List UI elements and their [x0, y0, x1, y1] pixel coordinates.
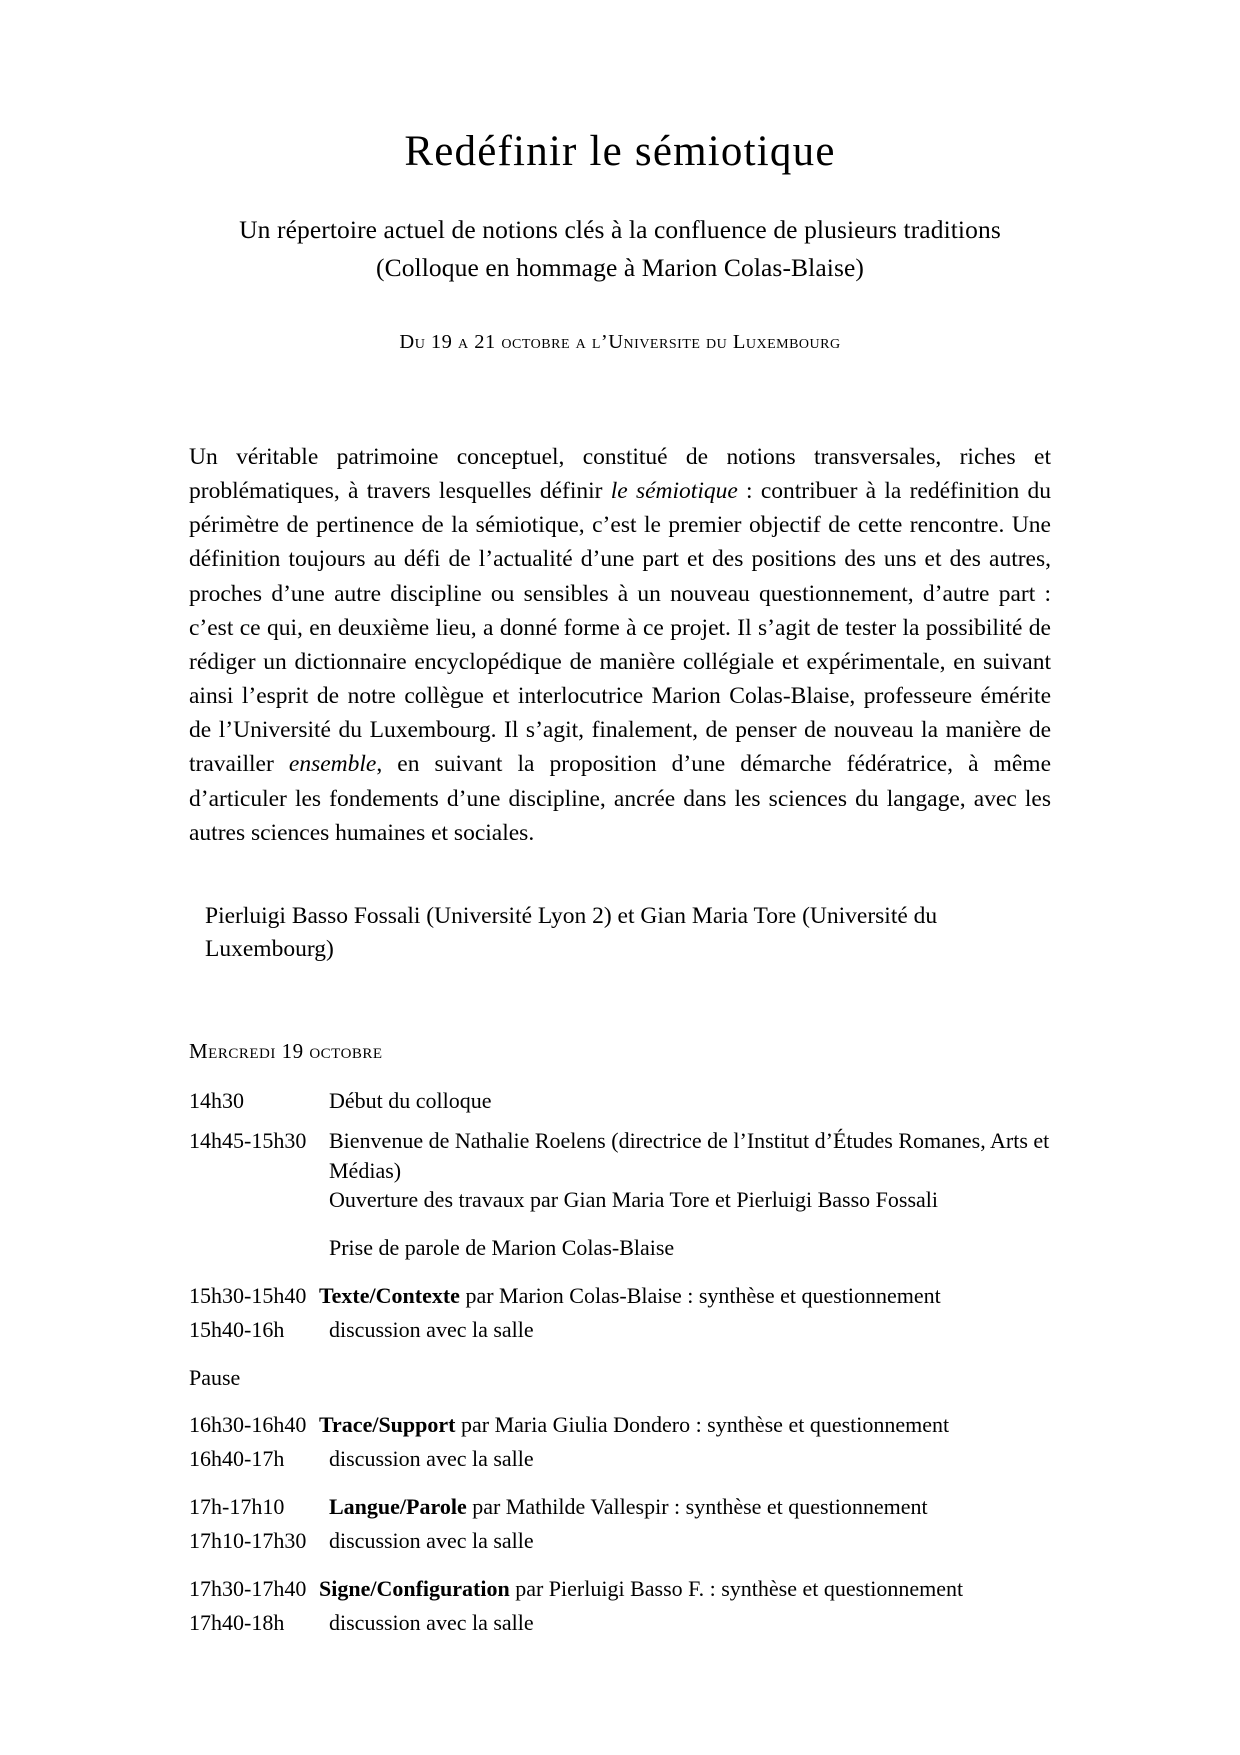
schedule-row	[189, 1086, 1051, 1116]
schedule-row-pause: Pause	[189, 1365, 241, 1391]
intro-italic-ensemble: ensemble	[288, 751, 377, 778]
intro-part-1: Un véritable patrimoine conceptuel, constitué de notions transversales, riches et problématiques, à travers lesquelles définir	[189, 443, 1051, 504]
schedule-row	[189, 1410, 1051, 1440]
schedule-row-time: 16h40-17h	[189, 1446, 285, 1472]
schedule-day-header: Mercredi 19 octobre	[189, 1038, 383, 1063]
schedule-topic: Signe/Configuration	[319, 1575, 510, 1601]
schedule-section	[189, 1038, 1051, 1638]
intro-italic-le-semiotique: le sémiotique	[610, 477, 738, 504]
schedule-row-desc: discussion avec la salle	[329, 1446, 534, 1472]
schedule-row	[189, 1492, 1051, 1522]
schedule-row-time: 15h30-15h40	[189, 1283, 307, 1309]
schedule-topic-detail: par Maria Giulia Dondero : synthèse et questionnement	[455, 1412, 950, 1438]
schedule-row-desc-line-1: Bienvenue de Nathalie Roelens (directrice de l’Institut d’Études Romanes, Arts et Médias)	[329, 1127, 1050, 1183]
schedule-row-time: 17h-17h10	[189, 1494, 285, 1520]
schedule-row	[189, 1315, 1051, 1345]
schedule-row-time: 17h40-18h	[189, 1609, 285, 1635]
schedule-row-desc	[319, 1492, 1051, 1522]
page-title: Redéfinir le sémiotique	[404, 128, 836, 175]
subtitle-line-1: Un répertoire actuel de notions clés à la confluence de plusieurs traditions	[239, 215, 1001, 245]
schedule-row	[189, 1444, 1051, 1474]
schedule-topic-detail: par Marion Colas-Blaise : synthèse et questionnement	[459, 1283, 941, 1309]
schedule-row-time: 14h45-15h30	[189, 1127, 307, 1153]
schedule-row-desc: Prise de parole de Marion Colas-Blaise	[329, 1235, 675, 1261]
intro-part-2: : contribuer à la redéfinition du périmètre de pertinence de la sémiotique, c’est le premier objectif de cette rencontre. Une définition toujours au défi de l’actualité d’une part et des positions des uns et des autres, proches d’une autre discipline ou sensibles à un nouveau questionnement, d’autre part : c’est ce qui, en deuxième lieu, a donné forme à ce projet. Il s’agit de tester la possibilité de rédiger un dictionnaire encyclopédique de manière collégiale et expérimentale, en suivant ainsi l’esprit de notre collègue et interlocutrice Marion Colas-Blaise, professeure émérite de l’Université du Luxembourg. Il s’agit, finalement, de penser de nouveau la manière de travailler	[189, 477, 1051, 778]
schedule-row-time: 14h30	[189, 1087, 244, 1113]
schedule-row-time: 15h40-16h	[189, 1317, 285, 1343]
schedule-row	[189, 1126, 1051, 1216]
schedule-row-desc: discussion avec la salle	[329, 1609, 534, 1635]
schedule-row	[189, 1574, 1051, 1604]
subtitle-line-2: (Colloque en hommage à Marion Colas-Blaise)	[376, 253, 864, 283]
intro-part-3: , en suivant la proposition d’une démarche fédératrice, à même d’articuler les fondements d’une discipline, ancrée dans les sciences du langage, avec les autres sciences humaines et sociales.	[189, 751, 1051, 846]
schedule-row	[189, 1233, 1051, 1263]
schedule-row-desc	[319, 1281, 1051, 1311]
subtitle-block	[0, 211, 1240, 286]
schedule-row-time: 17h30-17h40	[189, 1575, 307, 1601]
body-container	[189, 440, 1051, 1638]
schedule-row-desc	[319, 1410, 1051, 1440]
schedule-row-desc: Début du colloque	[329, 1087, 492, 1113]
organizers-line: Pierluigi Basso Fossali (Université Lyon 2) et Gian Maria Tore (Université du Luxembourg)	[205, 903, 938, 962]
schedule-row-desc	[319, 1126, 1051, 1216]
schedule-topic: Texte/Contexte	[319, 1283, 460, 1309]
schedule-row-time: 17h10-17h30	[189, 1528, 307, 1554]
schedule-row	[189, 1281, 1051, 1311]
event-date-location: Du 19 a 21 octobre a l’Universite du Luxembourg	[399, 330, 841, 353]
schedule-row	[189, 1608, 1051, 1638]
schedule-row-desc	[319, 1574, 1051, 1604]
schedule-row-desc-line-2: Ouverture des travaux par Gian Maria Tore et Pierluigi Basso Fossali	[329, 1187, 939, 1213]
schedule-row	[189, 1526, 1051, 1556]
schedule-row-desc: discussion avec la salle	[329, 1317, 534, 1343]
schedule-row-desc: discussion avec la salle	[329, 1528, 534, 1554]
schedule-topic-detail: par Mathilde Vallespir : synthèse et questionnement	[466, 1494, 928, 1520]
schedule-row-time: 16h30-16h40	[189, 1412, 307, 1438]
intro-paragraph	[189, 440, 1051, 850]
schedule-topic: Langue/Parole	[329, 1494, 467, 1520]
schedule-topic: Trace/Support	[319, 1412, 456, 1438]
schedule-topic-detail: par Pierluigi Basso F. : synthèse et questionnement	[509, 1575, 964, 1601]
